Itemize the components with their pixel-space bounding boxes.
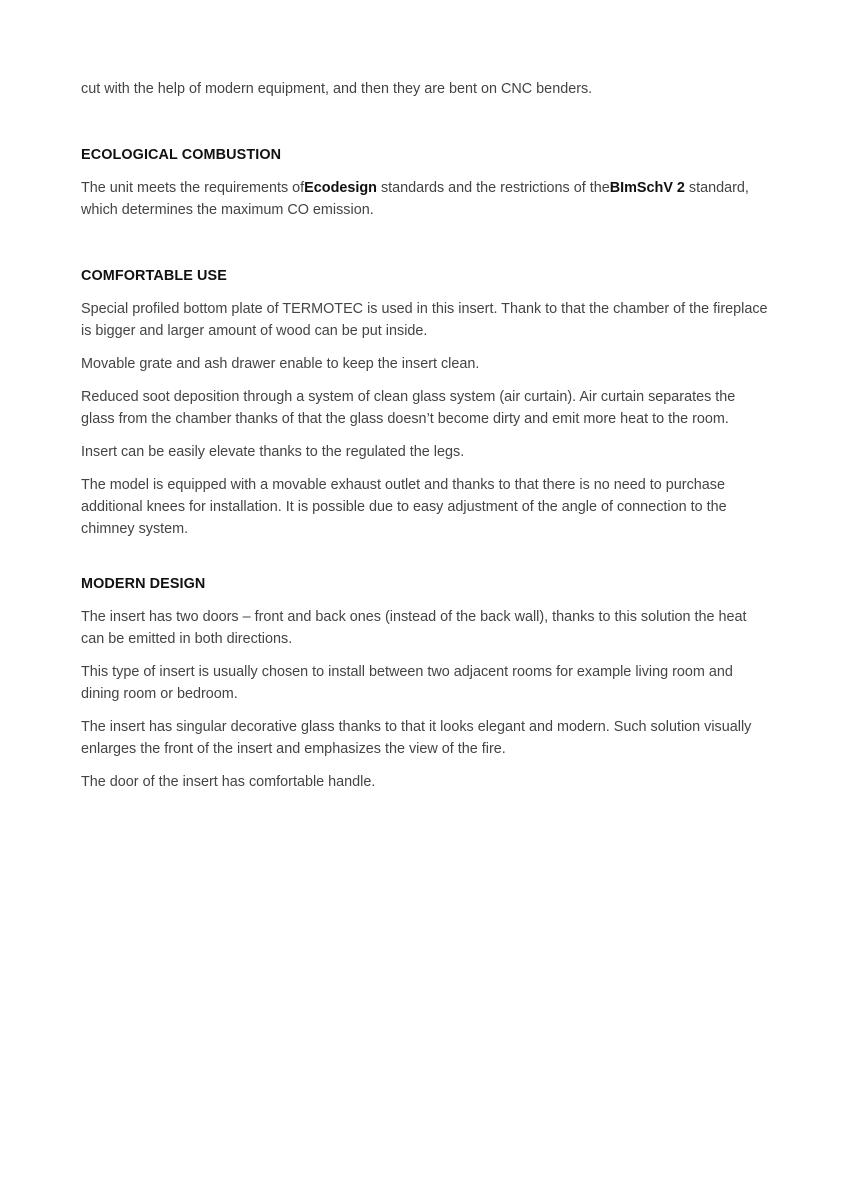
section-heading-comfortable-use: COMFORTABLE USE [81,268,227,284]
section-heading-modern-design: MODERN DESIGN [81,576,206,592]
bold-term-bimschv: BImSchV 2 [609,180,685,196]
paragraph-text: The unit meets the requirements of [81,180,305,196]
paragraph-air-curtain: Reduced soot deposition through a system of clean glass system (air curtain). Air curtain separates the glass from the chamber thanks of that the glass doesn’t become dirty and emit more heat to the room. [81,389,736,427]
section-comfortable-use [81,265,771,540]
paragraph-text: standards and the restrictions of the [376,180,610,196]
paragraph-handle: The door of the insert has comfortable handle. [81,774,376,790]
bold-term-ecodesign: Ecodesign [304,180,377,196]
paragraph-ecodesign [81,177,771,221]
paragraph-exhaust-outlet: The model is equipped with a movable exhaust outlet and thanks to that there is no need to purchase additional knees for installation. It is possible due to easy adjustment of the angle of connection to the chimney system. [81,477,727,537]
section-ecological-combustion [81,144,771,221]
paragraph-two-doors: The insert has two doors – front and back ones (instead of the back wall), thanks to this solution the heat can be emitted in both directions. [81,609,747,647]
paragraph-adjacent-rooms: This type of insert is usually chosen to install between two adjacent rooms for example living room and dining room or bedroom. [81,664,733,702]
intro-paragraph: cut with the help of modern equipment, and then they are bent on CNC benders. [81,81,593,97]
paragraph-decorative-glass: The insert has singular decorative glass thanks to that it looks elegant and modern. Such solution visually enlarges the front of the insert and emphasizes the view of the fire. [81,719,752,757]
paragraph-text: standard, which determines the maximum CO emission. [81,180,749,218]
paragraph-bottom-plate: Special profiled bottom plate of TERMOTEC is used in this insert. Thank to that the chamber of the fireplace is bigger and larger amount of wood can be put inside. [81,301,768,339]
document-page [81,78,771,804]
paragraph-grate-drawer: Movable grate and ash drawer enable to keep the insert clean. [81,356,480,372]
section-heading-ecological-combustion: ECOLOGICAL COMBUSTION [81,147,282,163]
paragraph-legs: Insert can be easily elevate thanks to the regulated the legs. [81,444,465,460]
section-modern-design [81,573,771,793]
